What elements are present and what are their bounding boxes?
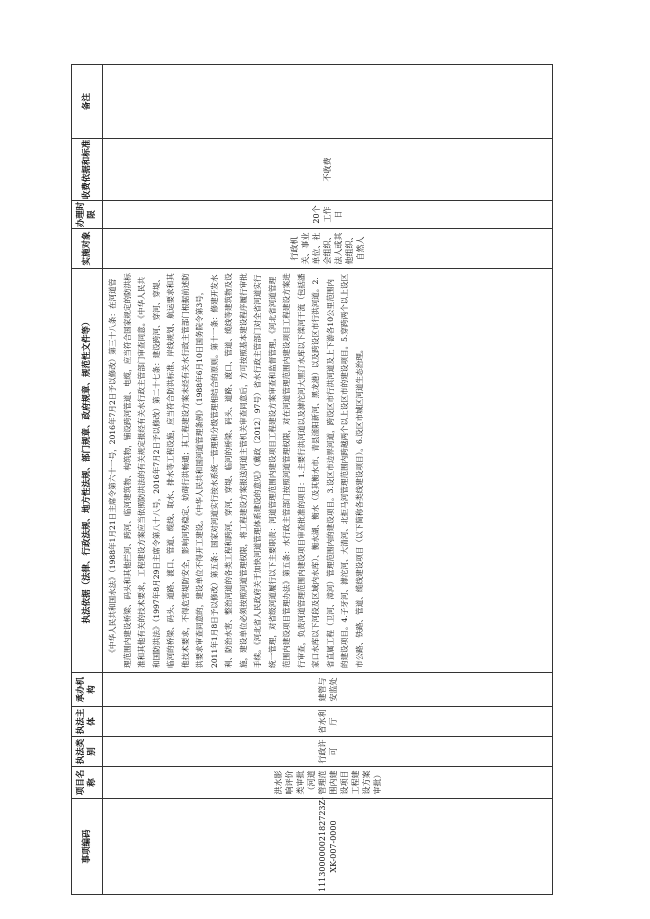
fee-basis: 不收费 bbox=[103, 139, 553, 201]
enforcement-type: 行政许可 bbox=[103, 737, 553, 767]
header-row bbox=[72, 65, 103, 895]
time-limit: 20个工作日 bbox=[103, 201, 553, 229]
item-code: 11130000002182723Z-XK-007-0000 bbox=[103, 799, 553, 895]
basis-paragraph: 《中华人民共和国水法》（1988年1月21日主席令第六十一号，2016年7月2日予以修改）第三十八条：在河道管理范围内建设桥梁、码头和其他拦河、跨河、临河建筑物、构筑物，铺设跨河管道、电缆，应当符合国家规定的防洪标准和其他有关的技术要求，工程建设方案应当依照防洪法的有关规定报经有关水行政主管部门审查同意。《中华人民共和国防洪法》（1997年8月29日主席令第八十八号，2016年7月2日予以修改）第二十七条：建设跨河、穿河、穿堤、临河的桥梁、码头、道路、渡口、管道、缆线、取水、排水等工程设施，应当符合防洪标准、岸线规划、航运要求和其他技术要求，不得危害堤防安全，影响河势稳定、妨碍行洪畅通；其工程建设方案未经有关水行政主管部门根据前述防洪要求审查同意的，建设单位不得开工建设。《中华人民共和国河道管理条例》（1988年6月10日国务院令第3号，2011年1月8日予以修改）第五条：国家对河道实行按水系统一管理和分级管理相结合的原则。第十一条：修建开发水利、防治水害、整治河道的各类工程和跨河、穿河、穿堤、临河的桥梁、码头、道路、渡口、管道、缆线等建筑物及设施，建设单位必须按照河道管理权限，将工程建设方案报送河道主管机关审查同意后，方可按照基本建设程序履行审批手续。《河北省人民政府关于加快河道管理体系建设的意见》（冀政〔2012〕97号）省水行政主管部门对全省河道实行统一管理，对省级河道履行以下主要职责：河道管理范围内建设项目工程建设方案审查和监督管理。《河北省河道管理范围内建设项目管理办法》第五条：水行政主管部门按照河道管理权限，对在河道管理范围内建设项目工程建设方案进行审查，负责河道管理范围内建设项目审查批准的项目：1.主要行洪河道以及滹沱河大黑汀水库以下滦河干流（包括潘家口水库以下河段及区域内水库）、衡水湖、衡水（及其衡水市、青县滏阳新河、黑龙港）以及跨设区市行洪河道。2.省直属工程（卫河、漳河）管理范围内的建设项目。3.设区市边界河道，跨设区市行洪河道及上下游各10公里范围内的建设项目。4.子牙河、滹沱河、大清河、北拒马河管理范围内跨越两个以上设区市的建设项目。5.穿跨两个以上设区市公路、铁路、管道、缆线建设项目（以下简称各类线建设项目）。6.设区市城区河道生态治理。 bbox=[108, 273, 364, 668]
handling-org: 建管与安监处 bbox=[103, 673, 553, 707]
rotated-page bbox=[71, 65, 553, 895]
header-code: 事项编码 bbox=[72, 799, 103, 895]
table-row bbox=[103, 65, 553, 895]
implementation-object: 行政机关、事业单位、社会组织、法人或其他组织、自然人 bbox=[103, 229, 553, 269]
enforcement-table bbox=[71, 64, 553, 895]
header-subject: 执法主体 bbox=[72, 707, 103, 737]
header-name: 项目名称 bbox=[72, 767, 103, 799]
header-time: 办理时限 bbox=[72, 201, 103, 229]
item-name: 洪水影响评价类审批（河道管理范围内建设项目工程建设方案审批） bbox=[103, 767, 553, 799]
header-note: 备注 bbox=[72, 65, 103, 139]
enforcement-basis bbox=[103, 269, 553, 673]
header-type: 执法类别 bbox=[72, 737, 103, 767]
header-object: 实施对象 bbox=[72, 229, 103, 269]
header-basis: 执法依据（法律、行政法规、地方性法规、部门规章、政府规章、规范性文件等） bbox=[72, 269, 103, 673]
header-org: 承办机构 bbox=[72, 673, 103, 707]
remarks bbox=[103, 65, 553, 139]
enforcement-subject: 省水利厅 bbox=[103, 707, 553, 737]
header-fee: 收费依据和标准 bbox=[72, 139, 103, 201]
